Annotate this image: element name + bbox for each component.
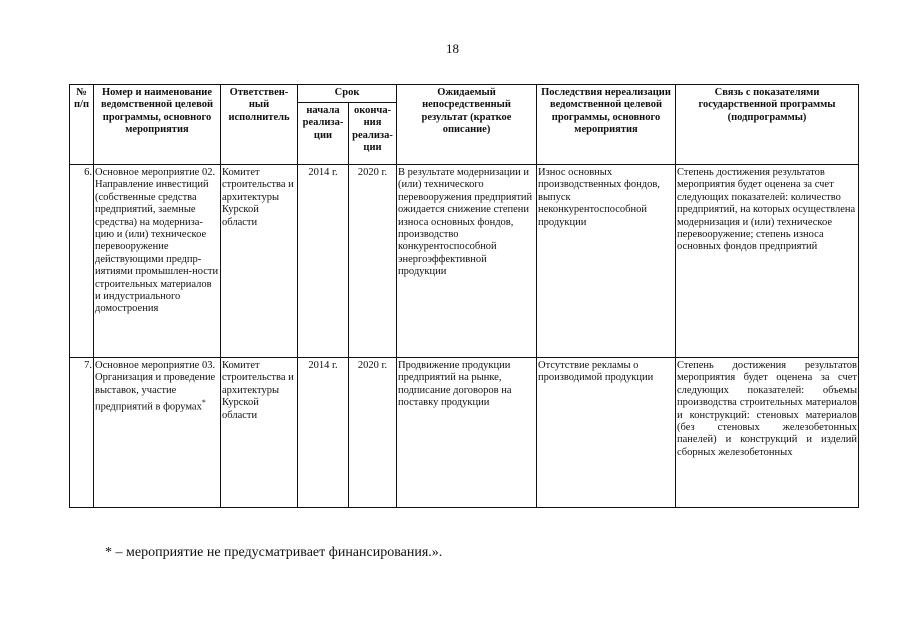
row-indicator-link: Степень достижения результатов мероприятия будет оценена за счет следующих показателей: объемы производства строительных материалов и конструкций: стеновых материалов (без стеновых железобетонных панелей) и конструкций и изделий сборных железобетонных [676,358,859,508]
measures-table [69,84,859,508]
row-program-cell [94,358,221,508]
header-executor: Ответствен-ный исполнитель [221,85,298,165]
row-indicator-link: Степень достижения результатов мероприятия будет оценена за счет следующих показателей: количество предприятий, на которых осуществлена модернизация и (или) техническое перевооружение; степень износа основных фондов предприятий [676,165,859,358]
row-executor: Комитет строительства и архитектуры Курской области [221,165,298,358]
header-expected-result: Ожидаемый непосредственный результат (краткое описание) [397,85,537,165]
row-consequences: Отсутствие рекламы о производимой продукции [537,358,676,508]
row-expected-result: Продвижение продукции предприятий на рынке, подписание договоров на поставку продукции [397,358,537,508]
header-consequences: Последствия нереализации ведомственной целевой программы, основного мероприятия [537,85,676,165]
footnote-marker: * [201,398,206,408]
table-row [70,165,859,358]
row-program: Основное мероприятие 03. Организация и проведение выставок, участие предприятий в форумах [95,360,216,413]
header-num: № п/п [70,85,94,165]
row-expected-result: В результате модернизации и (или) технического перевооружения предприятий ожидается снижение степени износа основных фондов, производство конкурентоспособной энергоэффективной продукции [397,165,537,358]
row-num: 7. [70,358,94,508]
row-end-year: 2020 г. [349,358,397,508]
header-indicator-link: Связь с показателями государственной программы (подпрограммы) [676,85,859,165]
table-row [70,358,859,508]
page-number: 18 [446,41,459,56]
header-row-1 [70,85,859,103]
header-term-end: оконча-ния реализа-ции [349,103,397,165]
row-consequences: Износ основных производственных фондов, выпуск неконкурентоспособной продукции [537,165,676,358]
header-program: Номер и наименование ведомственной целевой программы, основного мероприятия [94,85,221,165]
row-program: Основное мероприятие 02. Направление инвестиций (собственные средства предприятий, заемные средства) на модерниза-цию и (или) техническое перевооружение действующими предпр-иятиями промышлен-ности строительных материалов и индустриального домостроения [94,165,221,358]
row-executor: Комитет строительства и архитектуры Курской области [221,358,298,508]
row-num: 6. [70,165,94,358]
header-term-start: начала реализа-ции [298,103,349,165]
row-end-year: 2020 г. [349,165,397,358]
row-start-year: 2014 г. [298,165,349,358]
footnote: * – мероприятие не предусматривает финансирования.». [105,545,443,560]
row-start-year: 2014 г. [298,358,349,508]
header-term: Срок [298,85,397,103]
